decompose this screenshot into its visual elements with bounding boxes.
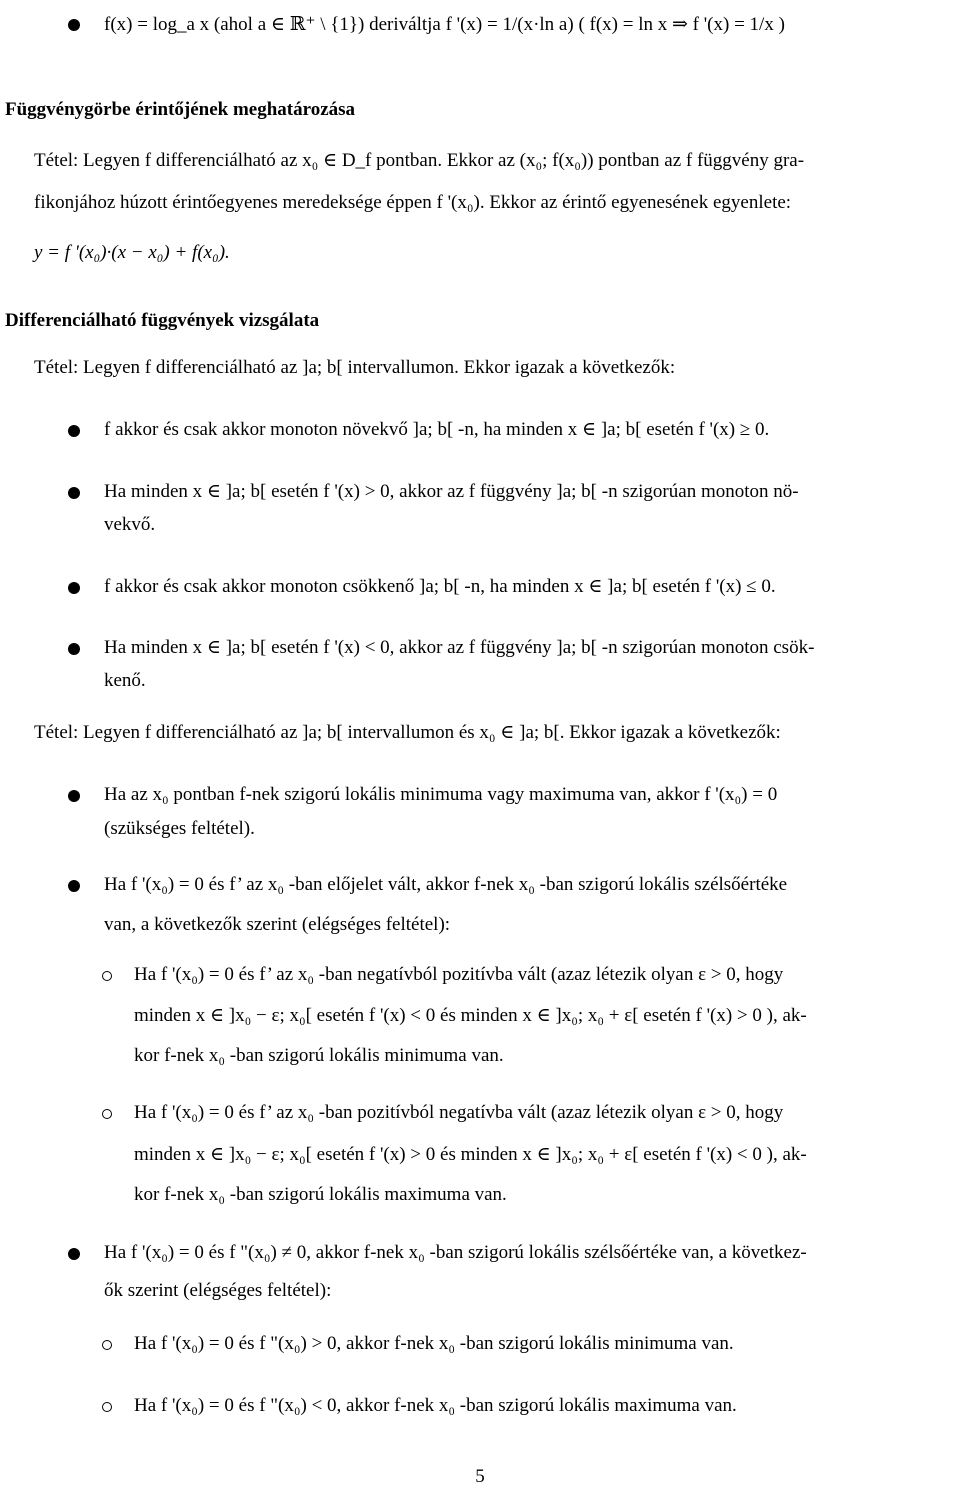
maximum-case-line2: minden x ∈ ]x₀ − ε; x₀[ esetén f '(x) > 0 és minden x ∈ ]x₀; x₀ + ε[ esetén f '(x) < 0 ), ak- [134, 1144, 807, 1165]
maximum-case-line1: Ha f '(x₀) = 0 és f’ az x₀ -ban pozitívból negatívba vált (azaz létezik olyan ε > 0, hogy [134, 1102, 784, 1123]
tangent-equation: y = f '(x₀)·(x − x₀) + f(x₀). [34, 242, 230, 263]
sign-change-line2: van, a következők szerint (elégséges feltétel): [104, 914, 451, 935]
theorem-tangent-line-1: Tétel: Legyen f differenciálható az x₀ ∈ D_f pontban. Ekkor az (x₀; f(x₀)) pontban az f függvény gra- [34, 150, 805, 171]
monotonic-increasing: f akkor és csak akkor monoton növekvő ]a; b[ -n, ha minden x ∈ ]a; b[ esetén f '(x) ≥ 0. [104, 419, 770, 440]
theorem-monotonicity: Tétel: Legyen f differenciálható az ]a; b[ intervallumon. Ekkor igazak a következők: [34, 357, 676, 378]
minimum-case-line1: Ha f '(x₀) = 0 és f’ az x₀ -ban negatívból pozitívba vált (azaz létezik olyan ε > 0, hogy [134, 964, 784, 985]
page-number: 5 [475, 1466, 485, 1487]
strictly-increasing-line2: vekvő. [104, 514, 156, 535]
second-derivative-line1: Ha f '(x₀) = 0 és f "(x₀) ≠ 0, akkor f-nek x₀ -ban szigorú lokális szélsőértéke van, a következ- [104, 1242, 807, 1263]
minimum-case-line2: minden x ∈ ]x₀ − ε; x₀[ esetén f '(x) < 0 és minden x ∈ ]x₀; x₀ + ε[ esetén f '(x) > 0 ), ak- [134, 1005, 807, 1026]
sub-bullet-marker [102, 1109, 112, 1119]
theorem-extrema: Tétel: Legyen f differenciálható az ]a; b[ intervallumon és x₀ ∈ ]a; b[. Ekkor igazak a következők: [34, 722, 781, 743]
theorem-tangent-line-2: fikonjához húzott érintőegyenes meredeksége éppen f '(x₀). Ekkor az érintő egyenesének egyenlete: [34, 192, 792, 213]
bullet-marker [68, 790, 80, 802]
bullet-marker [68, 582, 80, 594]
monotonic-decreasing: f akkor és csak akkor monoton csökkenő ]a; b[ -n, ha minden x ∈ ]a; b[ esetén f '(x) ≤ 0. [104, 576, 776, 597]
necessary-condition-line1: Ha az x₀ pontban f-nek szigorú lokális minimuma vagy maximuma van, akkor f '(x₀) = 0 [104, 784, 778, 805]
bullet-marker [68, 19, 80, 31]
sub-bullet-marker [102, 1402, 112, 1412]
bullet-marker [68, 1248, 80, 1260]
sign-change-line1: Ha f '(x₀) = 0 és f’ az x₀ -ban előjelet vált, akkor f-nek x₀ -ban szigorú lokális szélsőértéke [104, 874, 788, 895]
second-derivative-line2: ők szerint (elégséges feltétel): [104, 1280, 332, 1301]
strictly-decreasing-line1: Ha minden x ∈ ]a; b[ esetén f '(x) < 0, akkor az f függvény ]a; b[ -n szigorúan monoton csök- [104, 637, 815, 658]
strictly-increasing-line1: Ha minden x ∈ ]a; b[ esetén f '(x) > 0, akkor az f függvény ]a; b[ -n szigorúan monoton nö- [104, 481, 799, 502]
bullet-marker [68, 643, 80, 655]
necessary-condition-line2: (szükséges feltétel). [104, 818, 255, 839]
section-title-analysis: Differenciálható függvények vizsgálata [5, 310, 320, 331]
log-derivative-formula: f(x) = log_a x (ahol a ∈ ℝ⁺ \ {1}) deriváltja f '(x) = 1/(x·ln a) ( f(x) = ln x ⇒ f '(x) = 1/x ) [104, 14, 785, 35]
second-derivative-minimum: Ha f '(x₀) = 0 és f "(x₀) > 0, akkor f-nek x₀ -ban szigorú lokális minimuma van. [134, 1333, 734, 1354]
strictly-decreasing-line2: kenő. [104, 670, 146, 691]
sub-bullet-marker [102, 971, 112, 981]
bullet-marker [68, 487, 80, 499]
sub-bullet-marker [102, 1340, 112, 1350]
minimum-case-line3: kor f-nek x₀ -ban szigorú lokális minimuma van. [134, 1045, 504, 1066]
bullet-marker [68, 425, 80, 437]
maximum-case-line3: kor f-nek x₀ -ban szigorú lokális maximuma van. [134, 1184, 507, 1205]
section-title-tangent: Függvénygörbe érintőjének meghatározása [5, 99, 356, 120]
bullet-marker [68, 880, 80, 892]
second-derivative-maximum: Ha f '(x₀) = 0 és f "(x₀) < 0, akkor f-nek x₀ -ban szigorú lokális maximuma van. [134, 1395, 737, 1416]
